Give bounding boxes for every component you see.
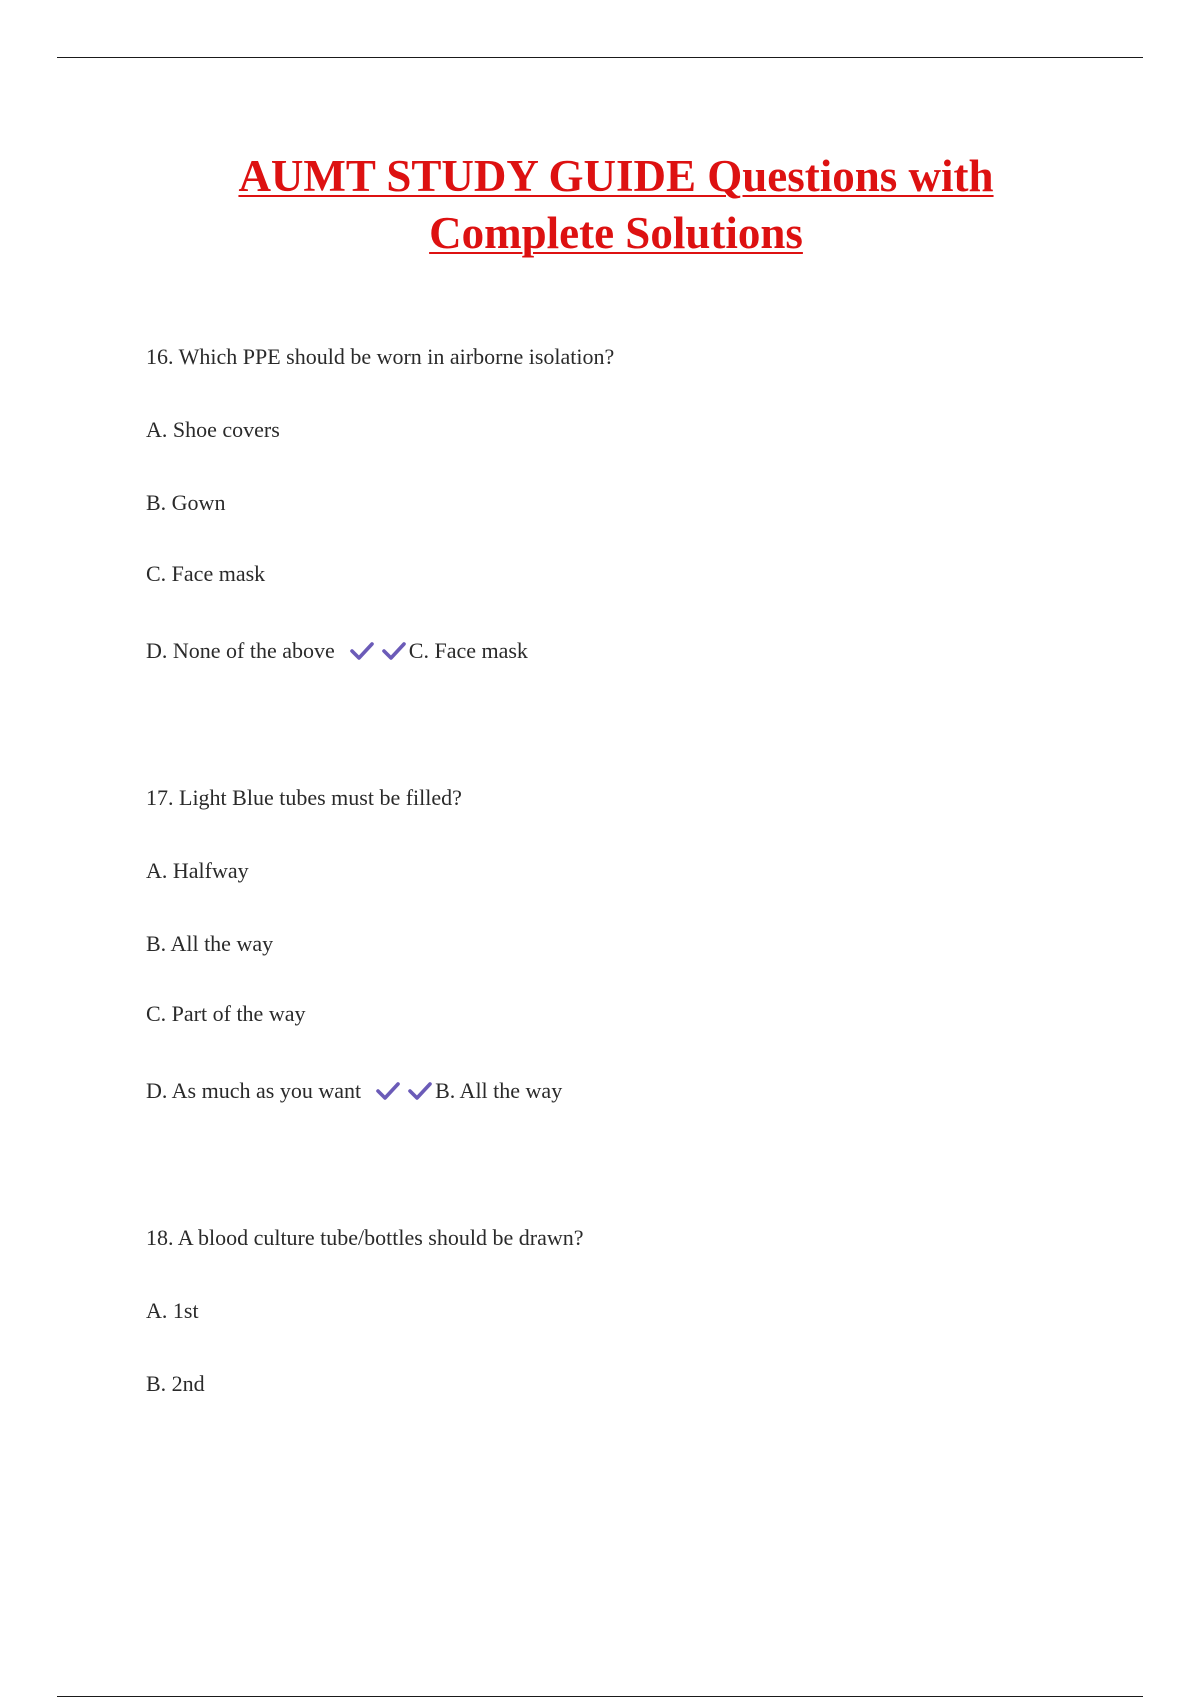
question-16-option-d: D. None of the above [146, 638, 335, 663]
question-17-option-c: C. Part of the way [146, 1001, 306, 1026]
question-16-answer: C. Face mask [408, 638, 528, 663]
title-line-1: AUMT STUDY GUIDE Questions with [238, 151, 994, 201]
question-16-option-a: A. Shoe covers [146, 417, 280, 442]
question-17-answer: B. All the way [435, 1078, 563, 1103]
double-check-icon [349, 637, 407, 665]
question-16-option-b: B. Gown [146, 490, 226, 515]
question-17-text: 17. Light Blue tubes must be filled? [146, 785, 462, 810]
question-16-option-d-row [146, 637, 528, 665]
document-title [0, 148, 1200, 262]
question-18-option-b: B. 2nd [146, 1371, 205, 1396]
title-line-2: Complete Solutions [429, 208, 803, 258]
question-18-option-a: A. 1st [146, 1298, 199, 1323]
question-17-option-a: A. Halfway [146, 858, 249, 883]
question-17-option-d: D. As much as you want [146, 1078, 362, 1103]
footer-rule [57, 1696, 1143, 1697]
header-rule [57, 57, 1143, 58]
question-16-text: 16. Which PPE should be worn in airborne isolation? [146, 344, 615, 369]
question-16-option-c: C. Face mask [146, 561, 266, 586]
double-check-icon [375, 1077, 433, 1105]
question-18-text: 18. A blood culture tube/bottles should be drawn? [146, 1225, 584, 1250]
question-17-option-b: B. All the way [146, 931, 274, 956]
question-17-option-d-row [146, 1077, 562, 1105]
